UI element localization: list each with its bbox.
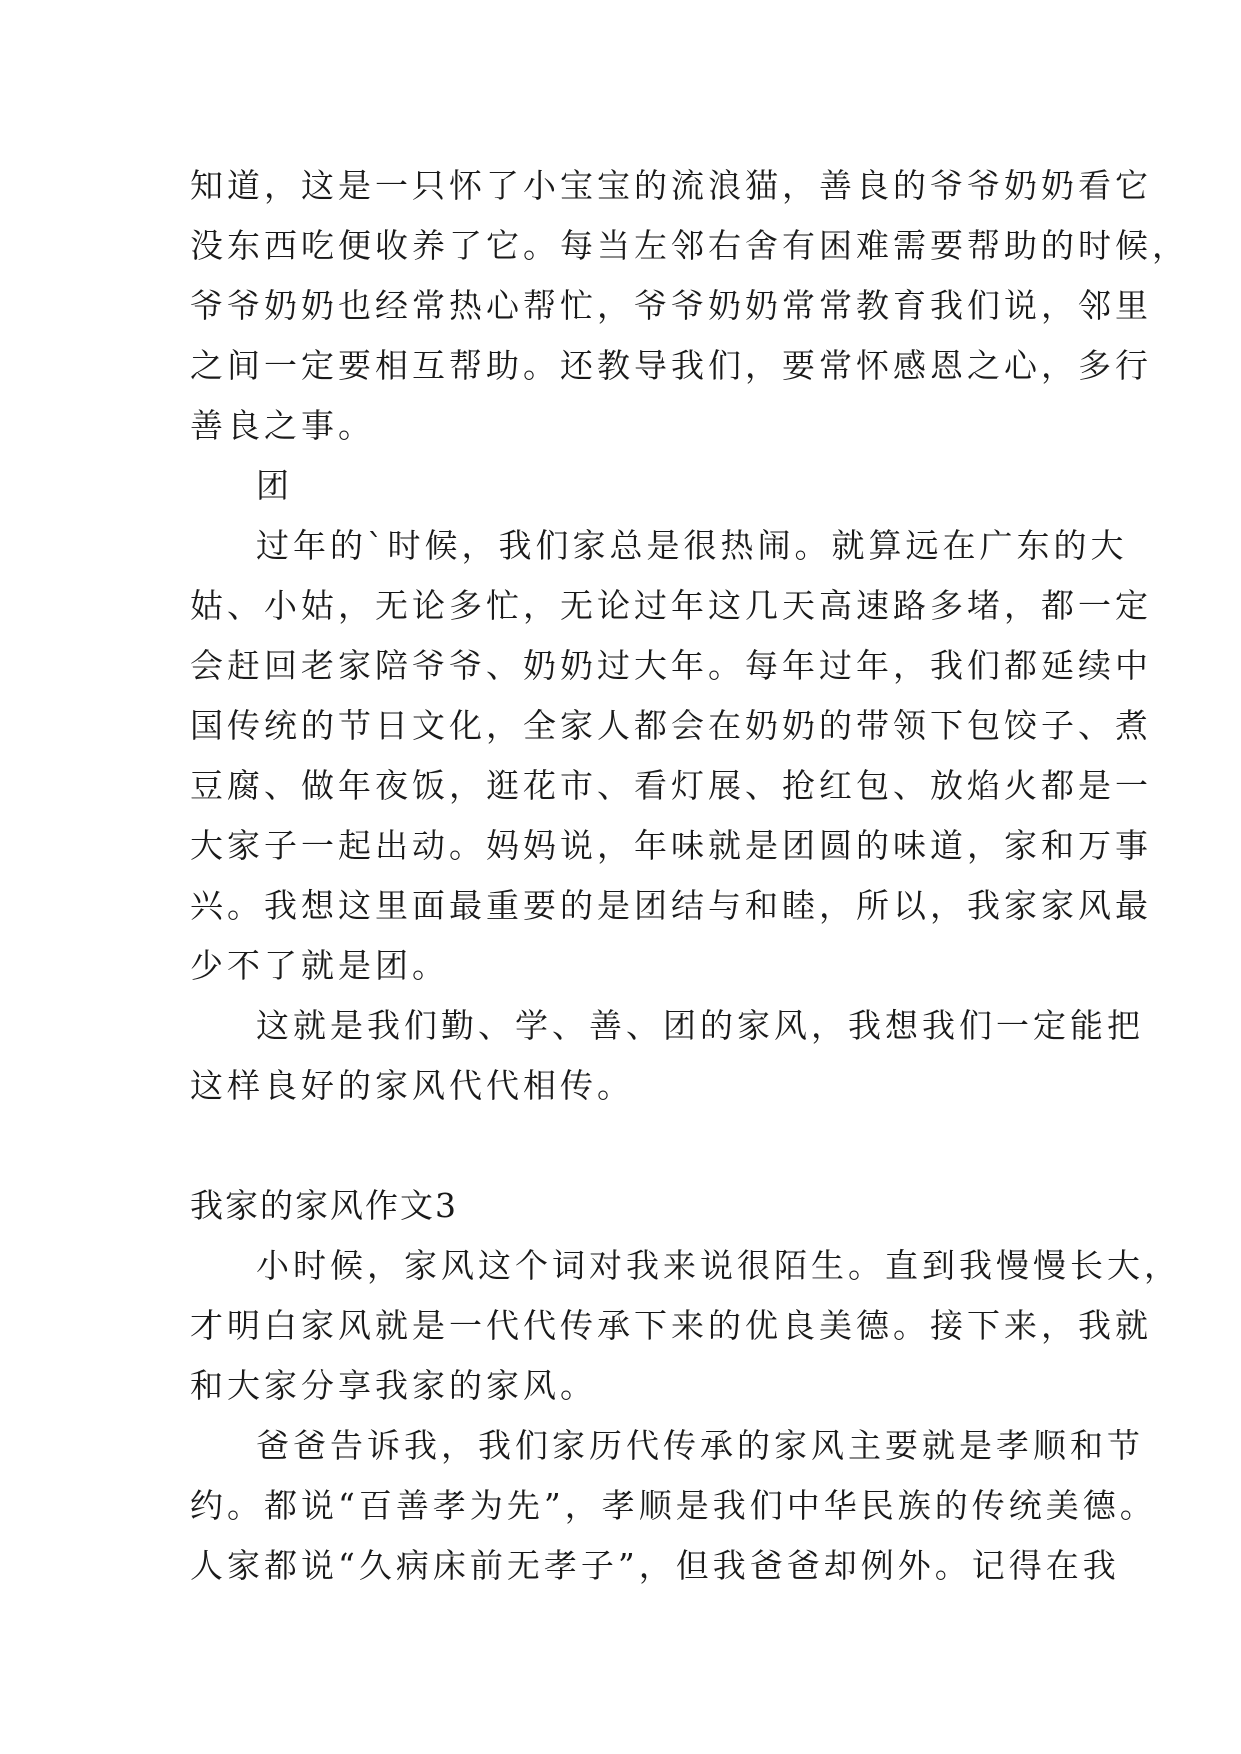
text-line: 会赶回老家陪爷爷、奶奶过大年。每年过年，我们都延续中 (190, 646, 1152, 685)
text-line: 兴。我想这里面最重要的是团结与和睦，所以，我家家风最 (190, 886, 1152, 925)
text-line: 和大家分享我家的家风。 (190, 1366, 597, 1405)
text-line: 姑、小姑，无论多忙，无论过年这几天高速路多堵，都一定 (190, 586, 1152, 625)
paragraph-start: 这就是我们勤、学、善、团的家风，我想我们一定能把 (256, 1006, 1144, 1045)
text-line: 知道，这是一只怀了小宝宝的流浪猫，善良的爷爷奶奶看它 (190, 166, 1152, 205)
text-line: 这样良好的家风代代相传。 (190, 1066, 634, 1105)
text-line: 爷爷奶奶也经常热心帮忙，爷爷奶奶常常教育我们说，邻里 (190, 286, 1152, 325)
text-line: 没东西吃便收养了它。每当左邻右舍有困难需要帮助的时候， (190, 226, 1189, 265)
text-line: 豆腐、做年夜饭，逛花市、看灯展、抢红包、放焰火都是一 (190, 766, 1152, 805)
text-line: 善良之事。 (190, 406, 375, 445)
text-line: 之间一定要相互帮助。还教导我们，要常怀感恩之心，多行 (190, 346, 1152, 385)
text-line: 才明白家风就是一代代传承下来的优良美德。接下来，我就 (190, 1306, 1152, 1345)
essay-title: 我家的家风作文3 (190, 1186, 458, 1225)
section-subheading: 团 (256, 466, 293, 505)
text-line: 人家都说“久病床前无孝子”，但我爸爸却例外。记得在我 (190, 1546, 1120, 1585)
text-line: 约。都说“百善孝为先”，孝顺是我们中华民族的传统美德。 (190, 1486, 1157, 1525)
text-line: 大家子一起出动。妈妈说，年味就是团圆的味道，家和万事 (190, 826, 1152, 865)
paragraph-start: 小时候，家风这个词对我来说很陌生。直到我慢慢长大， (256, 1246, 1181, 1285)
document-body (190, 156, 1189, 1596)
paragraph-start: 爸爸告诉我，我们家历代传承的家风主要就是孝顺和节 (256, 1426, 1144, 1465)
text-line: 国传统的节日文化，全家人都会在奶奶的带领下包饺子、煮 (190, 706, 1152, 745)
paragraph-start: 过年的`时候，我们家总是很热闹。就算远在广东的大 (256, 526, 1128, 565)
text-line: 少不了就是团。 (190, 946, 449, 985)
